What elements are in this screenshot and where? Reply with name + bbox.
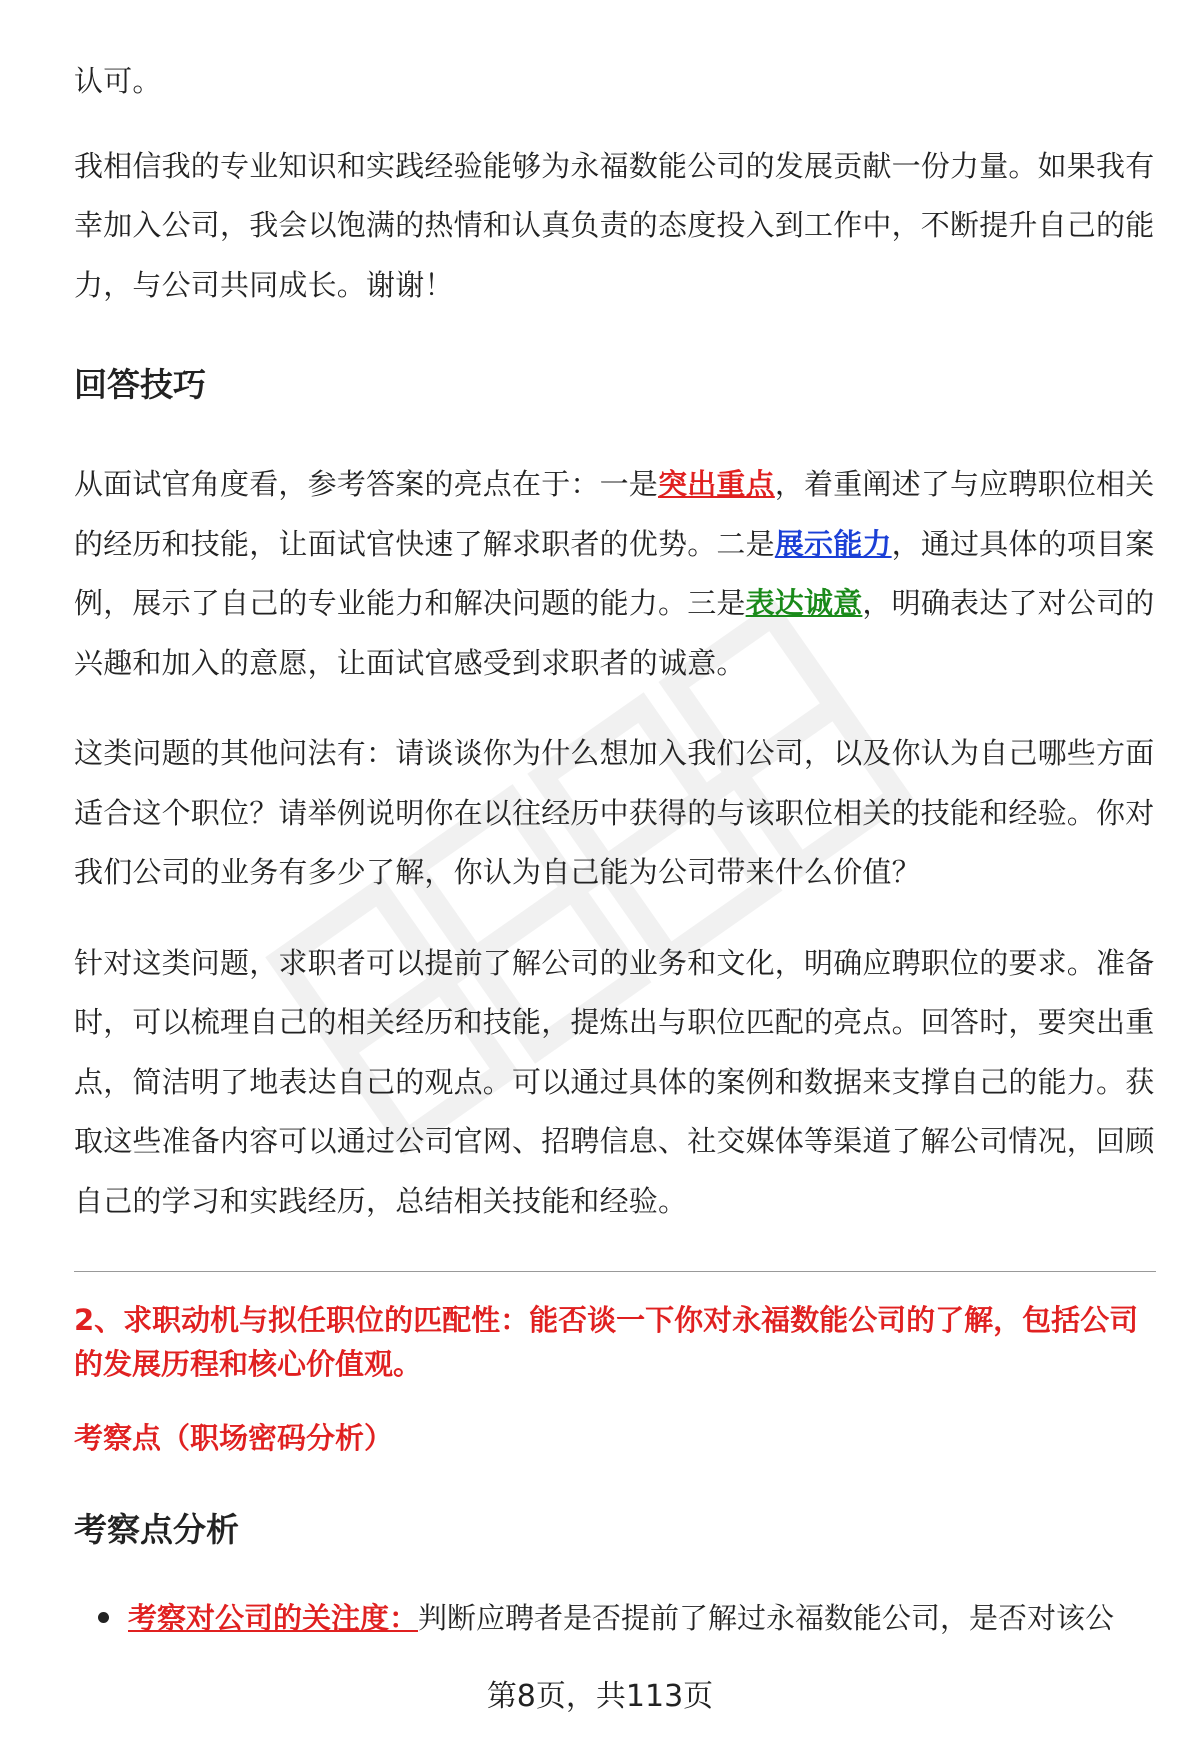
text-segment: ，明确表达了对公司的兴趣和加入的意愿，让面试官感受到求职者的诚意。 [74,586,1155,680]
assessment-point-subhead: 考察点（职场密码分析） [74,1421,394,1455]
text-segment: ，着重阐述了与应聘职位相关的经历和技能，让面试官快速了解求职者的优势。二是 [74,467,1155,561]
paragraph-closing-statement: 我相信我的专业知识和实践经验能够为永福数能公司的发展贡献一份力量。如果我有幸加入公司，我会以饱满的热情和认真负责的态度投入到工作中，不断提升自己的能力，与公司共同成长。谢谢！ [74,148,1155,302]
bullet-text: 判断应聘者是否提前了解过永福数能公司，是否对该公 [418,1601,1115,1635]
document-body [74,52,1156,1640]
bullet-dot-icon [98,1612,109,1623]
section-title-answer-tips: 回答技巧 [74,365,206,404]
text-segment: 从面试官角度看，参考答案的亮点在于：一是 [74,467,659,501]
paragraph-preparation-advice: 针对这类问题，求职者可以提前了解公司的业务和文化，明确应聘职位的要求。准备时，可以梳理自己的相关经历和技能，提炼出与职位匹配的亮点。回答时，要突出重点，简洁明了地表达自己的观点。可以通过具体的案例和数据来支撑自己的能力。获取这些准备内容可以通过公司官网、招聘信息、社交媒体等渠道了解公司情况，回顾自己的学习和实践经历，总结相关技能和经验。 [74,945,1155,1218]
highlight-express-sincerity: 表达诚意 [745,586,863,620]
highlight-show-ability: 展示能力 [774,526,892,561]
paragraph-closing-fragment: 认可。 [74,64,162,98]
section-title-assessment-analysis: 考察点分析 [74,1510,239,1549]
question-2-title: 2、求职动机与拟任职位的匹配性：能否谈一下你对永福数能公司的了解，包括公司的发展历程和核心价值观。 [74,1303,1139,1381]
list-item [74,1596,1156,1640]
assessment-bullet-list [74,1596,1156,1640]
paragraph-alternative-questions: 这类问题的其他问法有：请谈谈你为什么想加入我们公司，以及你认为自己哪些方面适合这个职位？请举例说明你在以往经历中获得的与该职位相关的技能和经验。你对我们公司的业务有多少了解，你认为自己能为公司带来什么价值？ [74,736,1155,889]
bullet-title: 考察对公司的关注度： [128,1601,419,1635]
paragraph-answer-highlights [74,455,1156,693]
page-footer: 第8页，共113页 [486,1679,714,1714]
text-segment: ，通过具体的项目案例，展示了自己的专业能力和解决问题的能力。三是 [74,526,1155,620]
section-divider [74,1271,1156,1272]
highlight-key-point: 突出重点 [658,467,775,501]
